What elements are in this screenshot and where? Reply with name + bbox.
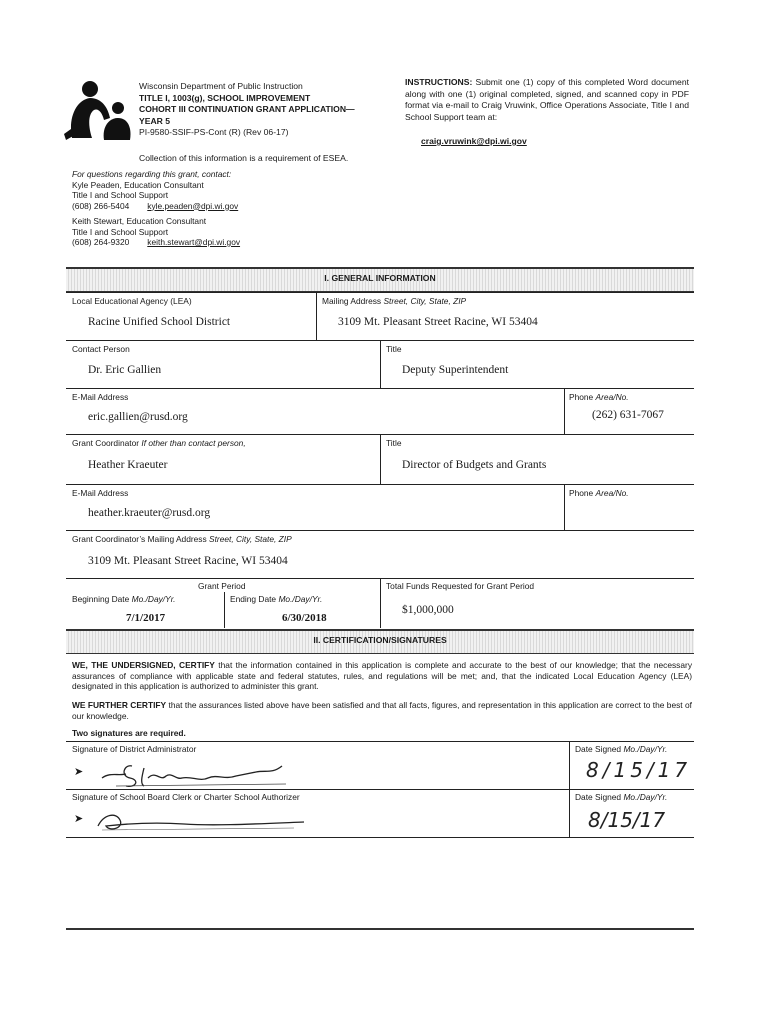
begin-date-label-hint: Mo./Day/Yr. [131, 594, 176, 604]
signature2-arrow-icon: ➤ [74, 813, 84, 825]
certify2-lead: WE FURTHER CERTIFY [72, 700, 167, 710]
section1-heading: I. GENERAL INFORMATION [324, 273, 436, 283]
date1-label: Date Signed [575, 744, 622, 754]
title-value[interactable]: Deputy Superintendent [402, 364, 509, 376]
signature1-handwriting[interactable] [96, 756, 296, 792]
mailing-label: Mailing Address [322, 296, 382, 306]
certify1-lead: WE, THE UNDERSIGNED, CERTIFY [72, 660, 215, 670]
end-date-label-hint: Mo./Day/Yr. [278, 594, 323, 604]
collection-note: Collection of this information is a requirement of ESEA. [139, 153, 349, 163]
date2-label-hint: Mo./Day/Yr. [623, 792, 668, 802]
contact2-phone: (608) 264-9320 [72, 237, 130, 247]
coordinator-email-label: E-Mail Address [72, 488, 129, 498]
coordinator-phone-label: Phone [569, 488, 594, 498]
contact1-email-link[interactable]: kyle.peaden@dpi.wi.gov [147, 200, 239, 211]
coordinator-phone-label-hint: Area/No. [595, 488, 629, 498]
instructions-label: INSTRUCTIONS: [405, 77, 473, 87]
funds-label: Total Funds Requested for Grant Period [386, 581, 535, 591]
instructions-text: Submit one (1) copy of this completed Word document along with one (1) original completed, signed, and scanned copy in PDF format via e-mail to Craig Vruwink, Office Operations Associate, Title I and School Support team at: [405, 77, 689, 122]
date1-value[interactable]: 8/15/17 [586, 758, 692, 782]
lea-label: Local Educational Agency (LEA) [72, 296, 192, 306]
email-label: E-Mail Address [72, 392, 129, 402]
signature1-label: Signature of District Administrator [72, 744, 197, 754]
phone-label: Phone [569, 392, 594, 402]
contact2-name: Keith Stewart, Education Consultant [72, 216, 207, 226]
coordinator-mailing-value[interactable]: 3109 Mt. Pleasant Street Racine, WI 53404 [88, 555, 288, 567]
questions-label: For questions regarding this grant, contact: [72, 169, 232, 179]
mailing-label-hint: Street, City, State, ZIP [383, 296, 467, 306]
coordinator-label: Grant Coordinator [72, 438, 140, 448]
coordinator-mailing-label-hint: Street, City, State, ZIP [209, 534, 292, 544]
section2-heading-band [66, 629, 694, 654]
coordinator-title-value[interactable]: Director of Budgets and Grants [402, 459, 547, 471]
end-date-value[interactable]: 6/30/2018 [282, 612, 327, 624]
two-signatures-note: Two signatures are required. [72, 728, 186, 738]
contact2-dept: Title I and School Support [72, 226, 169, 237]
phone-value[interactable]: (262) 631-7067 [592, 409, 664, 421]
contact2-email-link[interactable]: keith.stewart@dpi.wi.gov [147, 237, 241, 247]
contact-person-value[interactable]: Dr. Eric Gallien [88, 364, 162, 376]
certify1-text: that the information contained in this application is complete and accurate to the best of our knowledge; that the necessary assurances of compliance with applicable state and federal statutes, rules, and regulations will be met; and, that the indicated Local Education Agency (LEA) designated in this application is authorized to administer this grant. [72, 660, 693, 692]
end-date-label: Ending Date [230, 594, 277, 604]
email-value[interactable]: eric.gallien@rusd.org [88, 411, 188, 423]
signature2-label: Signature of School Board Clerk or Charter School Authorizer [72, 792, 300, 802]
agency-name: Wisconsin Department of Public Instruction [139, 81, 303, 91]
form-number: PI-9580-SSIF-PS-Cont (R) (Rev 06-17) [139, 127, 289, 137]
coordinator-value[interactable]: Heather Kraeuter [88, 459, 168, 471]
begin-date-value[interactable]: 7/1/2017 [126, 612, 166, 624]
title-label: Title [386, 344, 402, 354]
coordinator-label-hint: If other than contact person, [141, 438, 246, 448]
begin-date-label: Beginning Date [72, 594, 130, 604]
instructions-email-link[interactable]: craig.vruwink@dpi.wi.gov [421, 136, 527, 146]
phone-label-hint: Area/No. [595, 392, 629, 402]
form-title-line2: COHORT III CONTINUATION GRANT APPLICATION— [139, 104, 355, 114]
coordinator-mailing-label: Grant Coordinator’s Mailing Address [72, 534, 207, 544]
mailing-value[interactable]: 3109 Mt. Pleasant Street Racine, WI 53404 [338, 316, 538, 328]
date2-label: Date Signed [575, 792, 622, 802]
certify2-text: that the assurances listed above have been satisfied and that all facts, figures, and representation in this application are correct to the best of our knowledge. [72, 700, 692, 721]
coordinator-email-value[interactable]: heather.kraeuter@rusd.org [88, 507, 211, 519]
grant-period-label: Grant Period [198, 581, 246, 591]
contact1-dept: Title I and School Support [72, 190, 169, 200]
contact1-name: Kyle Peaden, Education Consultant [72, 179, 204, 190]
bottom-rule [66, 928, 694, 930]
dpi-logo [58, 78, 136, 144]
contact1-phone: (608) 266-5404 [72, 200, 130, 211]
lea-value[interactable]: Racine Unified School District [88, 316, 231, 328]
date1-label-hint: Mo./Day/Yr. [623, 744, 668, 754]
coordinator-title-label: Title [386, 438, 402, 448]
form-title-line3: YEAR 5 [139, 115, 171, 126]
signature2-handwriting[interactable] [94, 806, 314, 836]
funds-value[interactable]: $1,000,000 [402, 604, 454, 616]
section1-heading-band [66, 267, 694, 292]
form-title-line1: TITLE I, 1003(g), SCHOOL IMPROVEMENT [139, 92, 311, 103]
section2-heading: II. CERTIFICATION/SIGNATURES [313, 635, 447, 645]
contact-person-label: Contact Person [72, 344, 130, 354]
date2-value[interactable]: 8/15/17 [588, 808, 666, 832]
signature1-arrow-icon: ➤ [74, 766, 84, 778]
